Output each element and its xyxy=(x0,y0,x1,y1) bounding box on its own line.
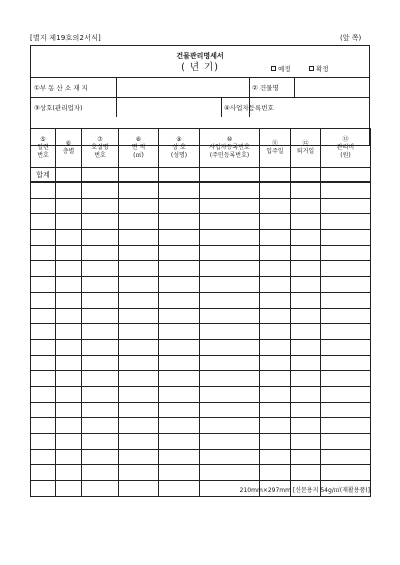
table-cell[interactable] xyxy=(291,371,321,387)
option-scheduled-label: 예정 xyxy=(278,65,291,73)
table-cell[interactable] xyxy=(291,214,321,230)
table-cell[interactable] xyxy=(159,308,200,324)
building-ledger-table xyxy=(30,128,371,497)
table-cell[interactable] xyxy=(291,245,321,261)
table-cell[interactable] xyxy=(56,371,82,387)
table-cell[interactable] xyxy=(291,418,321,434)
table-cell[interactable] xyxy=(119,465,159,481)
table-cell[interactable] xyxy=(260,418,291,434)
table-cell[interactable] xyxy=(56,292,82,308)
table-cell[interactable] xyxy=(291,449,321,465)
table-cell[interactable] xyxy=(159,371,200,387)
table-row xyxy=(31,182,371,198)
table-cell[interactable] xyxy=(82,168,119,183)
table-cell[interactable] xyxy=(291,339,321,355)
table-cell[interactable] xyxy=(82,245,119,261)
table-cell[interactable] xyxy=(56,261,82,277)
table-cell[interactable] xyxy=(159,198,200,214)
table-cell[interactable] xyxy=(31,386,56,402)
table-cell[interactable] xyxy=(321,386,371,402)
table-cell[interactable] xyxy=(82,292,119,308)
table-cell[interactable] xyxy=(159,245,200,261)
table-cell[interactable] xyxy=(82,434,119,450)
option-confirmed-label: 확정 xyxy=(316,65,329,73)
table-cell[interactable] xyxy=(119,198,159,214)
column-header-fee: ⑬ 관리비 (원) xyxy=(321,129,371,168)
page-side-label: (앞 쪽) xyxy=(340,34,362,42)
table-cell[interactable] xyxy=(291,198,321,214)
business-name-label: ③상호(관리업자) xyxy=(34,104,83,112)
table-cell[interactable] xyxy=(31,355,56,371)
table-cell[interactable] xyxy=(260,386,291,402)
table-cell[interactable] xyxy=(31,371,56,387)
table-cell[interactable] xyxy=(200,434,260,450)
table-cell[interactable] xyxy=(82,277,119,293)
table-row xyxy=(31,277,371,293)
checkbox-confirmed[interactable] xyxy=(309,66,314,71)
table-cell[interactable] xyxy=(56,402,82,418)
table-cell[interactable] xyxy=(119,418,159,434)
table-cell[interactable] xyxy=(200,386,260,402)
table-row xyxy=(31,371,371,387)
table-cell[interactable] xyxy=(321,292,371,308)
table-cell[interactable] xyxy=(82,449,119,465)
table-cell[interactable] xyxy=(82,324,119,340)
table-row xyxy=(31,465,371,481)
table-row xyxy=(31,402,371,418)
table-row xyxy=(31,418,371,434)
table-body xyxy=(31,182,371,496)
table-cell[interactable] xyxy=(200,182,260,198)
table-cell[interactable] xyxy=(200,198,260,214)
table-cell[interactable] xyxy=(321,434,371,450)
table-cell[interactable] xyxy=(82,465,119,481)
table-row xyxy=(31,261,371,277)
table-cell[interactable] xyxy=(82,182,119,198)
table-cell[interactable] xyxy=(200,214,260,230)
table-cell[interactable] xyxy=(200,168,260,183)
table-cell[interactable] xyxy=(56,198,82,214)
table-cell[interactable] xyxy=(82,371,119,387)
table-cell[interactable] xyxy=(260,449,291,465)
table-row xyxy=(31,386,371,402)
table-cell[interactable] xyxy=(321,355,371,371)
table-row xyxy=(31,245,371,261)
table-cell[interactable] xyxy=(31,449,56,465)
table-cell[interactable] xyxy=(56,230,82,246)
table-cell[interactable] xyxy=(321,230,371,246)
table-cell[interactable] xyxy=(200,339,260,355)
table-cell[interactable] xyxy=(56,465,82,481)
table-cell[interactable] xyxy=(159,261,200,277)
table-cell[interactable] xyxy=(291,402,321,418)
table-cell[interactable] xyxy=(200,402,260,418)
table-row xyxy=(31,355,371,371)
table-cell[interactable] xyxy=(200,371,260,387)
table-cell[interactable] xyxy=(31,434,56,450)
table-cell[interactable] xyxy=(260,198,291,214)
table-cell[interactable] xyxy=(260,308,291,324)
table-cell[interactable] xyxy=(56,308,82,324)
table-cell[interactable] xyxy=(321,402,371,418)
divider xyxy=(31,97,369,98)
table-cell[interactable] xyxy=(31,261,56,277)
registration-label: ④사업자등록번호 xyxy=(224,104,274,112)
table-cell[interactable] xyxy=(119,402,159,418)
table-cell[interactable] xyxy=(291,292,321,308)
table-cell[interactable] xyxy=(119,449,159,465)
table-cell[interactable] xyxy=(260,245,291,261)
column-header-floor: ⑥ 층별 xyxy=(56,129,82,168)
form-title: 건물관리명세서 xyxy=(176,52,224,60)
table-cell[interactable] xyxy=(56,277,82,293)
table-cell[interactable] xyxy=(82,386,119,402)
table-cell[interactable] xyxy=(200,418,260,434)
table-cell[interactable] xyxy=(200,355,260,371)
column-header-move-out: ⑫ 퇴거일 xyxy=(291,129,321,168)
paper-spec: 210mm×297mm [신문용지 54g/㎡(재활용품)] xyxy=(239,487,370,494)
option-scheduled[interactable] xyxy=(271,64,291,73)
table-cell[interactable] xyxy=(119,355,159,371)
table-cell[interactable] xyxy=(321,449,371,465)
table-cell[interactable] xyxy=(291,355,321,371)
total-row xyxy=(31,168,371,183)
table-row xyxy=(31,434,371,450)
table-cell[interactable] xyxy=(260,261,291,277)
table-cell[interactable] xyxy=(291,324,321,340)
table-cell[interactable] xyxy=(159,339,200,355)
table-cell[interactable] xyxy=(260,434,291,450)
table-cell[interactable] xyxy=(260,277,291,293)
table-cell[interactable] xyxy=(321,277,371,293)
table-cell[interactable] xyxy=(119,245,159,261)
table-cell[interactable] xyxy=(119,214,159,230)
table-cell[interactable] xyxy=(321,245,371,261)
table-cell[interactable] xyxy=(291,230,321,246)
table-cell[interactable] xyxy=(31,198,56,214)
table-cell[interactable] xyxy=(159,355,200,371)
table-cell[interactable] xyxy=(31,214,56,230)
checkbox-scheduled[interactable] xyxy=(271,66,276,71)
table-cell[interactable] xyxy=(56,481,82,497)
table-cell[interactable] xyxy=(119,182,159,198)
table-cell[interactable] xyxy=(82,308,119,324)
table-cell[interactable] xyxy=(82,402,119,418)
table-cell[interactable] xyxy=(291,386,321,402)
table-cell[interactable] xyxy=(119,230,159,246)
table-cell[interactable] xyxy=(159,465,200,481)
table-row xyxy=(31,308,371,324)
table-cell[interactable] xyxy=(56,386,82,402)
table-cell[interactable] xyxy=(200,245,260,261)
table-cell[interactable] xyxy=(31,230,56,246)
table-cell[interactable] xyxy=(119,481,159,497)
table-cell[interactable] xyxy=(159,324,200,340)
table-cell[interactable] xyxy=(159,214,200,230)
table-cell[interactable] xyxy=(31,182,56,198)
table-cell[interactable] xyxy=(159,402,200,418)
table-cell[interactable] xyxy=(200,261,260,277)
table-cell[interactable] xyxy=(82,230,119,246)
table-cell[interactable] xyxy=(159,182,200,198)
table-cell[interactable] xyxy=(260,355,291,371)
table-cell[interactable] xyxy=(119,434,159,450)
table-row xyxy=(31,324,371,340)
table-cell[interactable] xyxy=(291,277,321,293)
table-cell[interactable] xyxy=(56,355,82,371)
table-cell[interactable] xyxy=(291,308,321,324)
table-cell[interactable] xyxy=(260,324,291,340)
table-cell[interactable] xyxy=(56,168,82,183)
table-cell[interactable] xyxy=(200,324,260,340)
form-number: [별지 제19호의2서식] xyxy=(30,34,101,42)
table-cell[interactable] xyxy=(119,292,159,308)
table-cell[interactable] xyxy=(119,261,159,277)
table-cell[interactable] xyxy=(321,214,371,230)
table-cell[interactable] xyxy=(291,182,321,198)
table-cell[interactable] xyxy=(291,168,321,183)
table-row xyxy=(31,214,371,230)
table-cell[interactable] xyxy=(159,418,200,434)
table-cell[interactable] xyxy=(321,418,371,434)
table-cell[interactable] xyxy=(31,465,56,481)
table-cell[interactable] xyxy=(159,386,200,402)
table-row xyxy=(31,339,371,355)
table-cell[interactable] xyxy=(260,230,291,246)
column-header-trade-name: ⑨ 상 호 (성명) xyxy=(159,129,200,168)
table-cell[interactable] xyxy=(260,214,291,230)
divider xyxy=(294,77,295,97)
table-cell[interactable] xyxy=(119,371,159,387)
table-cell[interactable] xyxy=(31,402,56,418)
table-cell[interactable] xyxy=(159,168,200,183)
table-cell[interactable] xyxy=(291,261,321,277)
table-cell[interactable] xyxy=(321,465,371,481)
divider xyxy=(116,77,117,117)
divider xyxy=(31,77,369,78)
table-cell[interactable] xyxy=(119,308,159,324)
table-cell[interactable] xyxy=(119,277,159,293)
table-cell[interactable] xyxy=(119,339,159,355)
table-cell[interactable] xyxy=(159,230,200,246)
table-cell[interactable] xyxy=(159,434,200,450)
table-header-row xyxy=(31,129,371,168)
table-cell[interactable] xyxy=(31,245,56,261)
table-cell[interactable] xyxy=(119,324,159,340)
table-cell[interactable] xyxy=(56,434,82,450)
table-cell[interactable] xyxy=(31,481,56,497)
table-cell[interactable] xyxy=(260,371,291,387)
table-cell[interactable] xyxy=(200,292,260,308)
column-header-move-in: ⑪ 입주일 xyxy=(260,129,291,168)
table-cell[interactable] xyxy=(31,308,56,324)
table-cell[interactable] xyxy=(321,371,371,387)
column-header-area: ⑧ 면 적 (㎡) xyxy=(119,129,159,168)
table-row xyxy=(31,449,371,465)
table-cell[interactable] xyxy=(56,339,82,355)
table-cell[interactable] xyxy=(200,449,260,465)
table-row xyxy=(31,230,371,246)
location-label: ①부 동 산 소 재 지 xyxy=(34,84,88,92)
table-cell[interactable] xyxy=(82,214,119,230)
total-label: 합계 xyxy=(31,168,56,183)
table-cell[interactable] xyxy=(200,277,260,293)
table-cell[interactable] xyxy=(321,261,371,277)
table-cell[interactable] xyxy=(31,418,56,434)
table-row xyxy=(31,198,371,214)
table-cell[interactable] xyxy=(82,198,119,214)
table-cell[interactable] xyxy=(56,214,82,230)
table-cell[interactable] xyxy=(31,292,56,308)
table-cell[interactable] xyxy=(321,168,371,183)
table-cell[interactable] xyxy=(260,465,291,481)
table-cell[interactable] xyxy=(56,418,82,434)
building-name-label: ② 건물명 xyxy=(252,84,279,92)
table-cell[interactable] xyxy=(321,339,371,355)
table-cell[interactable] xyxy=(82,418,119,434)
table-cell[interactable] xyxy=(291,434,321,450)
table-row xyxy=(31,292,371,308)
table-cell[interactable] xyxy=(82,481,119,497)
table-cell[interactable] xyxy=(321,324,371,340)
table-cell[interactable] xyxy=(31,339,56,355)
table-cell[interactable] xyxy=(200,465,260,481)
option-confirmed[interactable] xyxy=(309,64,329,73)
column-header-room: ⑦ 호실명 번호 xyxy=(82,129,119,168)
table-cell[interactable] xyxy=(260,339,291,355)
table-cell[interactable] xyxy=(260,292,291,308)
table-cell[interactable] xyxy=(159,449,200,465)
column-header-registration: ⑩ 사업자등록번호 (주민등록번호) xyxy=(200,129,260,168)
table-cell[interactable] xyxy=(260,402,291,418)
table-cell[interactable] xyxy=(119,168,159,183)
table-cell[interactable] xyxy=(159,481,200,497)
table-cell[interactable] xyxy=(82,339,119,355)
table-cell[interactable] xyxy=(56,245,82,261)
table-cell[interactable] xyxy=(321,182,371,198)
table-cell[interactable] xyxy=(291,465,321,481)
table-cell[interactable] xyxy=(119,386,159,402)
column-header-serial: ⑤ 일련 번호 xyxy=(31,129,56,168)
table-cell[interactable] xyxy=(200,308,260,324)
table-cell[interactable] xyxy=(159,292,200,308)
table-cell[interactable] xyxy=(159,277,200,293)
table-cell[interactable] xyxy=(321,198,371,214)
table-cell[interactable] xyxy=(82,261,119,277)
divider xyxy=(221,97,222,117)
table-cell[interactable] xyxy=(200,230,260,246)
table-cell[interactable] xyxy=(321,308,371,324)
period-field[interactable]: ( 년 기) xyxy=(181,62,219,73)
table-cell[interactable] xyxy=(56,182,82,198)
table-cell[interactable] xyxy=(31,277,56,293)
table-cell[interactable] xyxy=(260,182,291,198)
table-cell[interactable] xyxy=(56,449,82,465)
table-cell[interactable] xyxy=(82,355,119,371)
table-cell[interactable] xyxy=(56,324,82,340)
table-cell[interactable] xyxy=(260,168,291,183)
table-cell[interactable] xyxy=(31,324,56,340)
